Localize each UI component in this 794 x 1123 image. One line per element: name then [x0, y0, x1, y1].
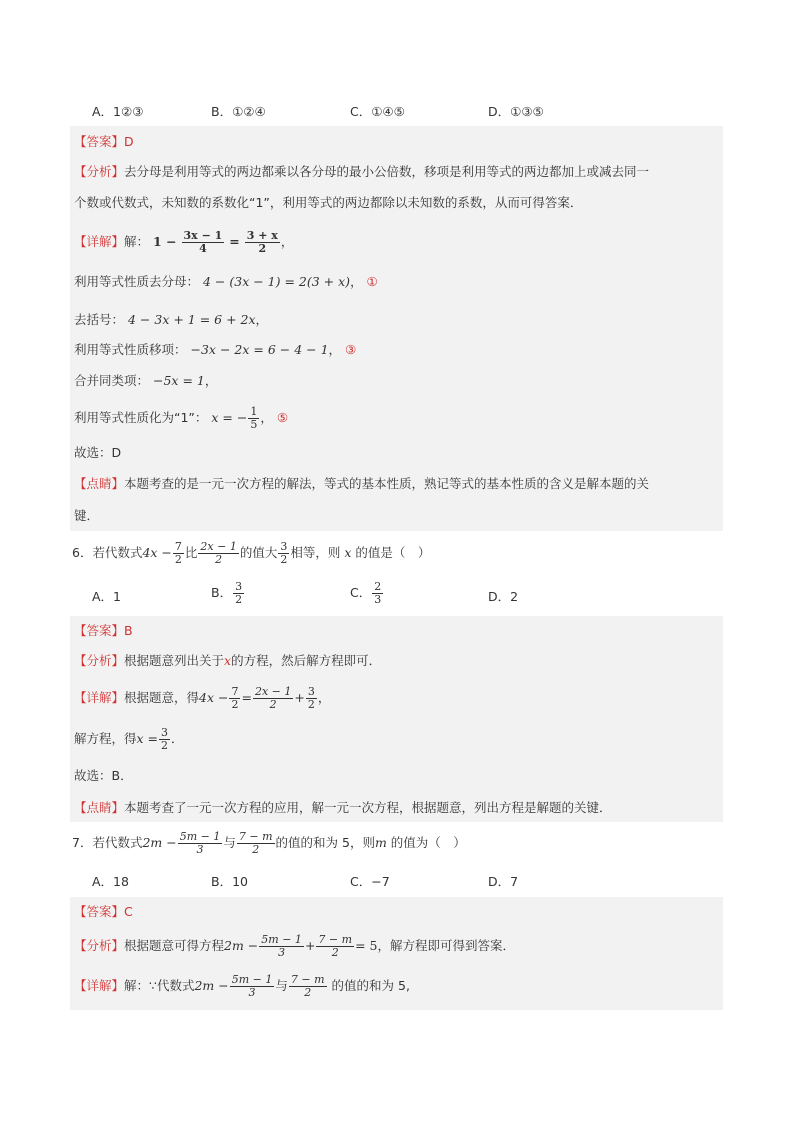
q7-option-b[interactable]: B．10 — [211, 874, 248, 889]
stem-text: 6．若代数式 — [72, 545, 143, 560]
step-mark: ③ — [345, 342, 357, 357]
solve-text: 解方程，得 — [74, 731, 137, 746]
q5-step-4: 合并同类项： −5x = 1， — [74, 373, 218, 388]
step-equation: 4 − (3x − 1) = 2(3 + x) — [203, 274, 351, 289]
q7-option-c[interactable]: C．−7 — [350, 874, 390, 889]
q5-analysis-line-2: 个数或代数式，未知数的系数化“1”，利用等式的两边都除以未知数的系数，从而可得答案． — [74, 195, 583, 210]
analysis-label: 【分析】 — [74, 653, 125, 668]
answer-value: D — [124, 134, 134, 149]
numerator: 3 — [161, 726, 169, 739]
detail-expr: 4x − — [199, 690, 229, 705]
numerator: 7 − m — [238, 830, 273, 843]
numerator: 1 — [250, 405, 258, 418]
numerator: 2x − 1 — [254, 685, 292, 698]
analysis-variable: x — [224, 653, 232, 668]
option-label: C． — [350, 585, 372, 600]
numerator: 5m − 1 — [179, 830, 221, 843]
stem-text: 7．若代数式 — [72, 835, 143, 850]
numerator: 5m − 1 — [261, 933, 302, 946]
step-text: 合并同类项： — [74, 373, 150, 388]
step-equation: 4 − 3x + 1 = 6 + 2x — [128, 312, 256, 327]
q5-answer — [74, 133, 134, 151]
fraction — [159, 727, 170, 752]
analysis-label: 【分析】 — [74, 164, 125, 179]
step-text: 去括号： — [74, 312, 125, 327]
q5-option-b[interactable]: B．①②④ — [211, 104, 266, 119]
detail-text: 解：∵代数式 — [124, 978, 195, 993]
q6-answer — [74, 622, 133, 640]
numerator: 3 — [235, 580, 243, 593]
q6-option-c[interactable] — [350, 578, 384, 608]
stem-variable: x — [344, 545, 352, 560]
numerator: 3 + x — [246, 229, 278, 242]
q5-analysis-line-1 — [74, 163, 649, 181]
denominator: 4 — [199, 242, 207, 255]
numerator: 7 — [231, 685, 239, 698]
step-text: 利用等式性质化为“1”： — [74, 410, 208, 425]
step-equation: −3x − 2x = 6 − 4 − 1 — [190, 342, 329, 357]
q6-solution-block — [70, 616, 723, 822]
fraction — [173, 541, 184, 566]
denominator: 3 — [278, 946, 286, 959]
fraction — [233, 581, 244, 606]
analysis-text: 根据题意列出关于 — [124, 653, 225, 668]
numerator: 2x − 1 — [200, 540, 237, 553]
period: ． — [171, 731, 184, 746]
q6-choose: 故选：B． — [74, 768, 133, 783]
fraction — [245, 230, 280, 255]
denominator: 3 — [374, 593, 382, 606]
fraction — [259, 934, 304, 959]
denominator: 2 — [269, 698, 277, 711]
fraction — [289, 974, 327, 999]
denominator: 3 — [196, 843, 204, 856]
numerator: 5m − 1 — [231, 973, 273, 986]
denominator: 2 — [231, 698, 239, 711]
numerator: 3x − 1 — [183, 229, 223, 242]
q5-option-c[interactable]: C．①④⑤ — [350, 104, 405, 119]
analysis-text: 根据题意可得方程 — [124, 938, 225, 953]
analysis-text: 去分母是利用等式的两边都乘以各分母的最小公倍数，移项是利用等式的两边都加上或减去同一 — [124, 164, 650, 179]
analysis-label: 【分析】 — [74, 938, 125, 953]
numerator: 3 — [307, 685, 315, 698]
comment-label: 【点睛】 — [74, 476, 125, 491]
q5-comment-line-2: 键． — [74, 508, 100, 523]
q6-solve — [74, 724, 184, 754]
denominator: 2 — [235, 593, 243, 606]
q5-option-d[interactable]: D．①③⑤ — [488, 104, 544, 119]
stem-variable: m — [374, 835, 387, 850]
stem-text: 的值为（ ） — [390, 835, 466, 850]
numerator: 2 — [374, 580, 382, 593]
fraction — [316, 934, 354, 959]
comment-label: 【点睛】 — [74, 800, 125, 815]
answer-value: B — [124, 623, 133, 638]
detail-label: 【详解】 — [74, 234, 125, 249]
fraction — [178, 831, 223, 856]
q6-comment — [74, 799, 612, 817]
answer-label: 【答案】 — [74, 623, 125, 638]
denominator: 2 — [258, 242, 267, 255]
comma: ， — [317, 690, 331, 705]
step-mark: ⑤ — [276, 410, 289, 425]
numerator: 7 — [174, 540, 182, 553]
q5-detail-equation — [74, 228, 293, 256]
plus: + — [294, 690, 305, 705]
q6-detail — [74, 682, 330, 714]
analysis-expr: 2m − — [224, 938, 259, 953]
stem-expr: 2m − — [142, 835, 177, 850]
detail-expr: 2m − — [194, 978, 229, 993]
fraction — [248, 406, 259, 431]
stem-expr: 4x − — [142, 545, 172, 560]
q6-stem — [72, 538, 430, 568]
denominator: 2 — [161, 739, 169, 752]
q6-analysis — [74, 652, 381, 670]
fraction — [372, 581, 383, 606]
detail-text: 与 — [275, 978, 288, 993]
step-mark: ① — [366, 274, 378, 289]
comment-text: 本题考查的是一元一次方程的解法，等式的基本性质，熟记等式的基本性质的含义是解本题的关 — [124, 476, 650, 491]
q7-stem — [72, 828, 466, 858]
detail-label: 【详解】 — [74, 690, 125, 705]
detail-label: 【详解】 — [74, 978, 125, 993]
fraction — [306, 686, 317, 711]
fraction — [278, 541, 289, 566]
denominator: 2 — [280, 553, 288, 566]
numerator: 3 — [280, 540, 288, 553]
plus: + — [304, 938, 316, 953]
fraction — [230, 974, 275, 999]
equals: = — [229, 234, 240, 249]
q5-step-2: 去括号： 4 − 3x + 1 = 6 + 2x， — [74, 312, 269, 327]
q7-option-a[interactable]: A．18 — [92, 874, 129, 889]
stem-text: 与 — [223, 835, 236, 850]
denominator: 2 — [304, 986, 312, 999]
denominator: 3 — [248, 986, 256, 999]
fraction — [182, 230, 225, 255]
denominator: 2 — [252, 843, 260, 856]
q7-analysis — [74, 930, 515, 962]
stem-text: 的值大 — [239, 545, 278, 560]
answer-label: 【答案】 — [74, 904, 125, 919]
denominator: 2 — [174, 553, 182, 566]
q6-option-a[interactable]: A．1 — [92, 589, 122, 604]
equals: = — [241, 690, 252, 705]
q5-step-1: 利用等式性质去分母： 4 − (3x − 1) = 2(3 + x)， ① — [74, 274, 378, 289]
q7-detail — [74, 970, 410, 1002]
q5-comment-line-1 — [74, 475, 649, 493]
answer-value: C — [124, 904, 133, 919]
option-label: B． — [211, 585, 233, 600]
denominator: 2 — [307, 698, 315, 711]
step-equation: −5x = 1 — [153, 373, 205, 388]
eq-lead: 1 − — [153, 234, 177, 249]
solve-expr: x = — [136, 731, 159, 746]
q5-step-5: 利用等式性质化为“1”： x = − $\frac{1}{5}$ ， ⑤ — [74, 405, 289, 431]
fraction — [198, 541, 238, 566]
denominator: 2 — [331, 946, 339, 959]
fraction — [237, 831, 275, 856]
q6-option-d[interactable]: D．2 — [488, 589, 519, 604]
fraction — [229, 686, 240, 711]
detail-intro: 解： — [124, 234, 150, 249]
denominator: 2 — [215, 553, 223, 566]
stem-text: 的值是（ ） — [355, 545, 431, 560]
comment-text: 本题考查了一元一次方程的应用，解一元一次方程，根据题意，列出方程是解题的关键． — [124, 800, 612, 815]
equals: = 5 — [355, 938, 378, 953]
q5-step-3: 利用等式性质移项： −3x − 2x = 6 − 4 − 1， ③ — [74, 342, 357, 357]
step-equation: x = − — [211, 410, 248, 425]
numerator: 7 − m — [318, 933, 353, 946]
analysis-text: ，解方程即可得到答案． — [377, 938, 515, 953]
stem-text: 的值的和为 5，则 — [275, 835, 375, 850]
numerator: 7 − m — [290, 973, 325, 986]
detail-text: 根据题意，得 — [124, 690, 200, 705]
fraction — [253, 686, 293, 711]
answer-label: 【答案】 — [74, 134, 125, 149]
q5-option-a[interactable]: A．1②③ — [92, 104, 144, 119]
detail-text: 的值的和为 5, — [331, 978, 410, 993]
step-text: 利用等式性质去分母： — [74, 274, 200, 289]
q6-option-b[interactable] — [211, 578, 245, 608]
stem-text: 比 — [184, 545, 198, 560]
q5-choose: 故选：D — [74, 445, 122, 460]
stem-text: 相等，则 — [290, 545, 341, 560]
q7-answer — [74, 903, 133, 921]
q7-option-d[interactable]: D．7 — [488, 874, 519, 889]
denominator: 5 — [250, 418, 258, 431]
step-text: 利用等式性质移项： — [74, 342, 187, 357]
analysis-text: 的方程，然后解方程即可． — [231, 653, 382, 668]
comma: ， — [280, 234, 294, 249]
